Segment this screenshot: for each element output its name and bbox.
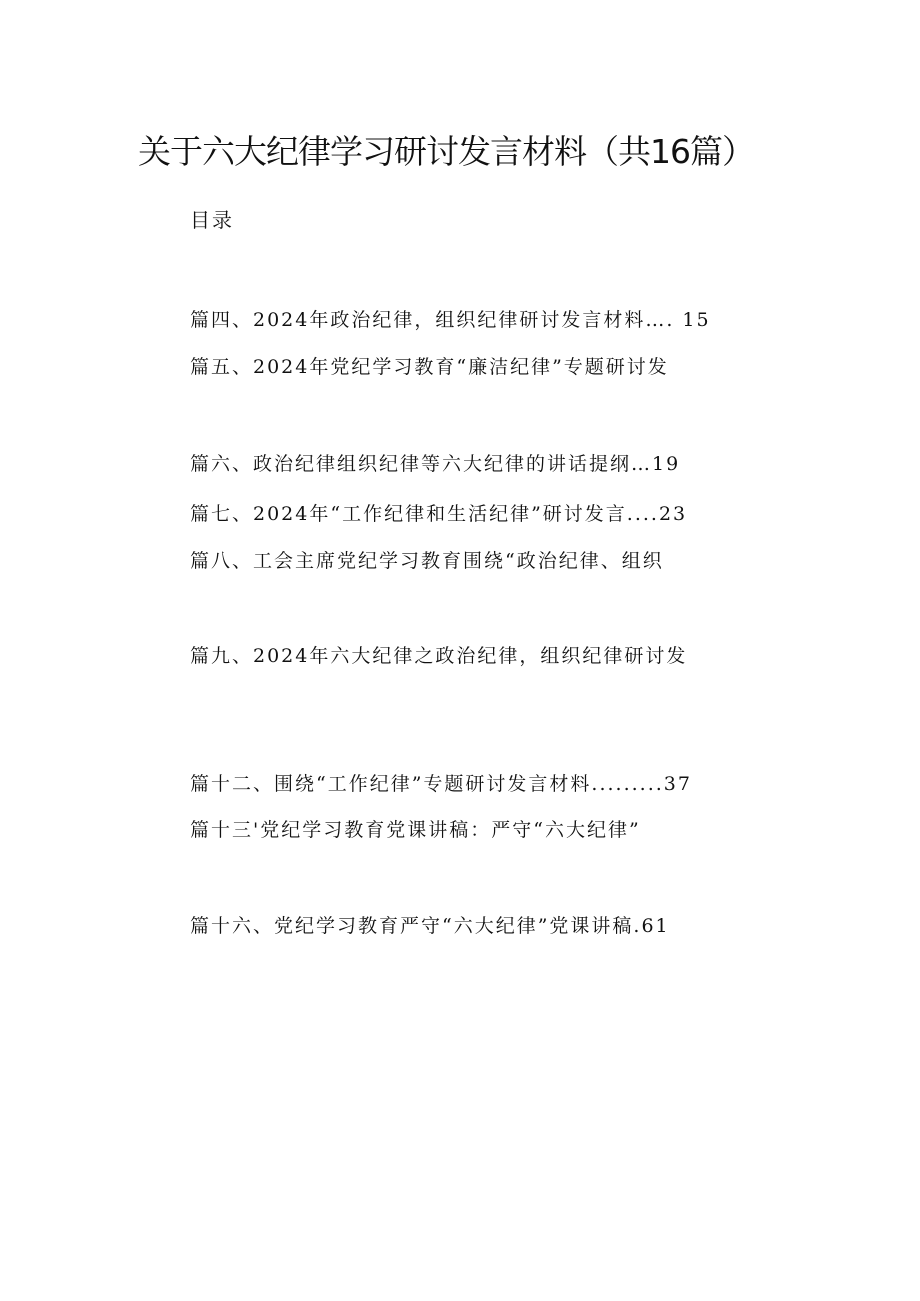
toc-entry: 篇十六、党纪学习教育严守“六大纪律”党课讲稿.61 [190,915,670,937]
toc-entry: 篇十二、围绕“工作纪律”专题研讨发言材料.........37 [190,773,692,795]
toc-entry: 篇八、工会主席党纪学习教育围绕“政治纪律、组织 [190,550,664,572]
toc-entry: 篇四、2024年政治纪律，组织纪律研讨发言材料…. 15 [190,309,711,331]
toc-heading: 目录 [190,208,234,232]
toc-entry: 篇七、2024年“工作纪律和生活纪律”研讨发言....23 [190,503,688,525]
document-title: 关于六大纪律学习研讨发言材料（共16篇） [138,132,754,171]
toc-entry: 篇六、政治纪律组织纪律等六大纪律的讲话提纲…19 [190,453,681,475]
toc-entry: 篇十三'党纪学习教育党课讲稿：严守“六大纪律” [190,819,641,841]
toc-entry: 篇五、2024年党纪学习教育“廉洁纪律”专题研讨发 [190,356,669,378]
toc-entry: 篇九、2024年六大纪律之政治纪律，组织纪律研讨发 [190,645,688,667]
